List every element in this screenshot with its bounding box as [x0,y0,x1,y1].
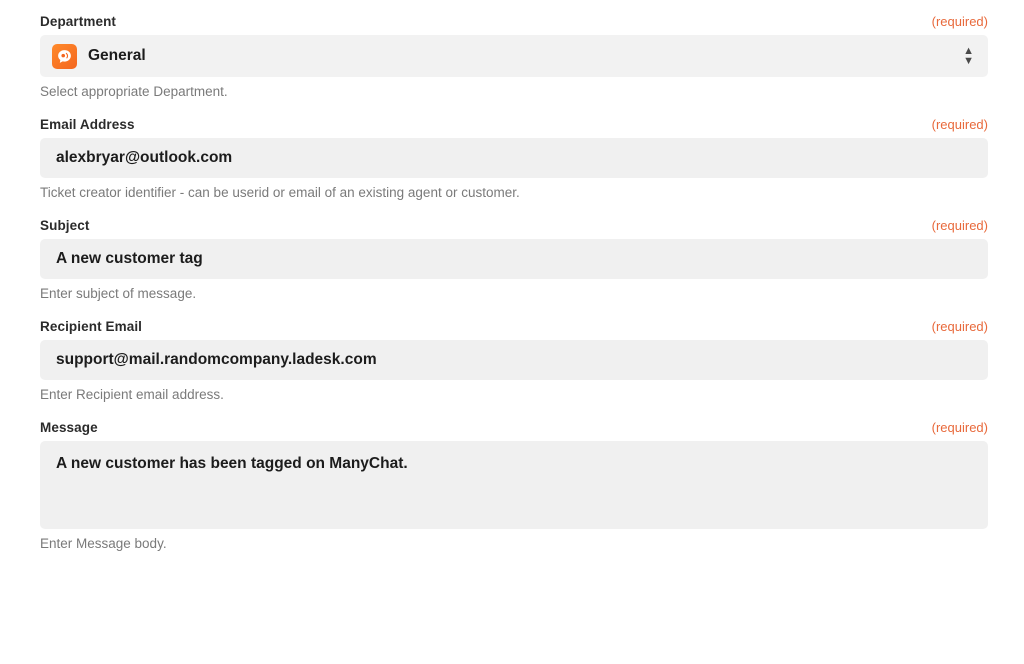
message-value: A new customer has been tagged on ManyChat. [56,455,408,472]
label-row-department [40,14,988,35]
required-badge: (required) [931,14,988,29]
department-select[interactable] [40,35,988,77]
chevron-down-glyph: ▼ [963,54,974,67]
manychat-app-icon [52,44,77,69]
field-hint: Ticket creator identifier - can be userid or email of an existing agent or customer. [40,185,520,200]
email-address-input[interactable] [40,138,988,178]
required-badge: (required) [931,319,988,334]
recipient-email-input[interactable] [40,340,988,380]
email-address-value: alexbryar@outlook.com [56,149,233,166]
field-email-address [40,117,988,214]
field-label: Recipient Email [40,319,143,334]
field-label: Message [40,420,98,435]
field-message [40,420,988,551]
field-hint: Select appropriate Department. [40,84,228,99]
subject-value: A new customer tag [56,250,203,267]
label-row-subject [40,218,988,239]
field-subject [40,218,988,315]
chevron-up-down-icon[interactable] [963,44,974,67]
department-select-value-wrap [52,44,146,69]
field-hint: Enter Message body. [40,536,167,551]
field-department [40,14,988,113]
required-badge: (required) [931,117,988,132]
chevron-up-glyph: ▲ [963,44,974,57]
recipient-email-value: support@mail.randomcompany.ladesk.com [56,351,377,368]
subject-input[interactable] [40,239,988,279]
required-badge: (required) [931,218,988,233]
department-select-value: General [88,47,146,64]
field-hint: Enter subject of message. [40,286,197,301]
label-row-message [40,420,988,441]
field-hint: Enter Recipient email address. [40,387,224,402]
field-recipient-email [40,319,988,416]
message-textarea[interactable] [40,441,988,529]
field-label: Department [40,14,117,29]
label-row-recipient-email [40,319,988,340]
field-label: Email Address [40,117,135,132]
required-badge: (required) [931,420,988,435]
field-label: Subject [40,218,90,233]
label-row-email-address [40,117,988,138]
